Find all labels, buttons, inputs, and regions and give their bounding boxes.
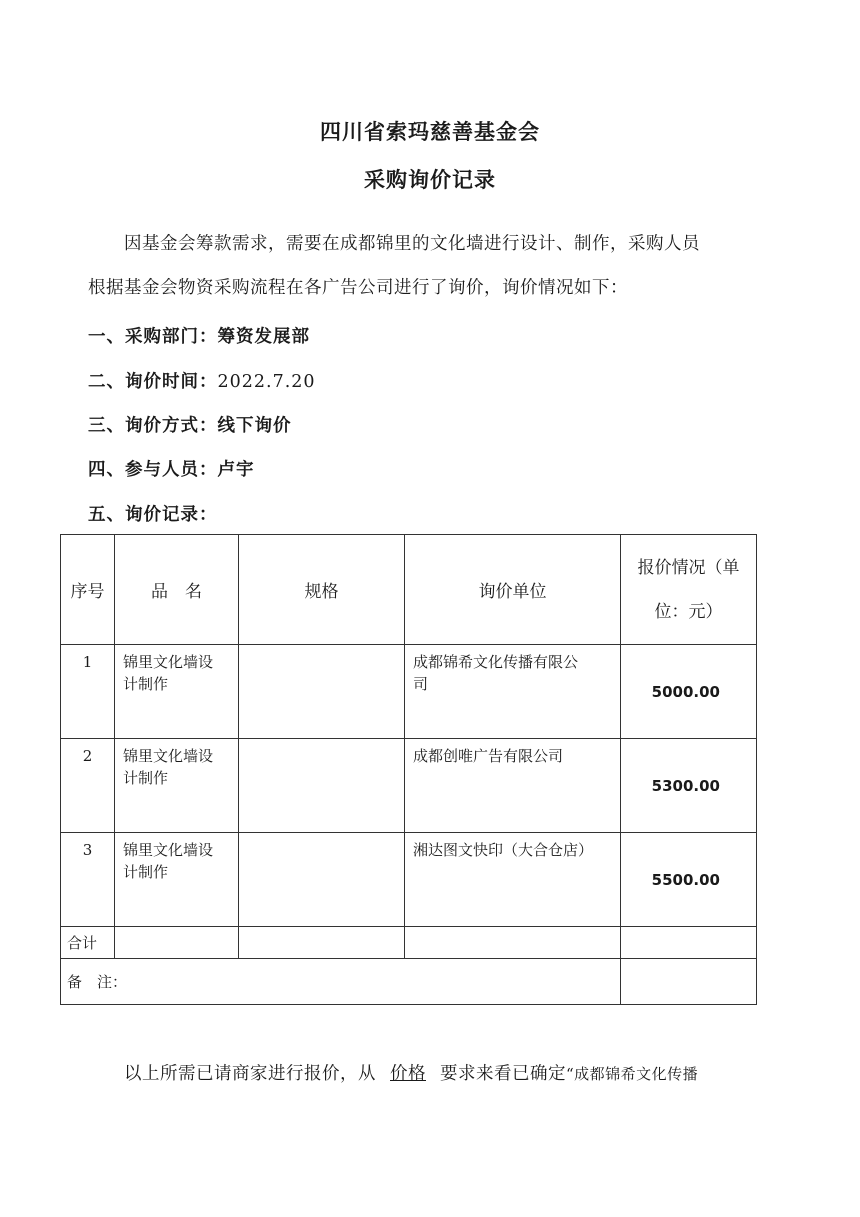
- row-name: [115, 645, 238, 701]
- row-unit-line-1: 成都创唯广告有限公司: [413, 747, 564, 765]
- conclusion-criterion: 价格: [390, 1064, 426, 1084]
- row-price: 5500.00: [651, 870, 720, 889]
- item-label: 五、询价记录：: [88, 505, 218, 525]
- conclusion-tail: “成都锦希文化传播: [566, 1065, 699, 1083]
- row-unit-line-2: 司: [413, 675, 429, 693]
- intro-line-1: 因基金会筹款需求，需要在成都锦里的文化墙进行设计、制作，采购人员: [124, 234, 700, 254]
- header-price-line-1: 报价情况（单: [637, 557, 740, 578]
- row-name-line-2: 计制作: [123, 675, 169, 693]
- intro-line-2: 根据基金会物资采购流程在各广告公司进行了询价，询价情况如下：: [88, 278, 628, 298]
- row-name-line-1: 锦里文化墙设: [123, 747, 214, 765]
- row-name: [115, 739, 238, 795]
- total-label: 合计: [67, 934, 98, 952]
- row-unit-line-1: 成都锦希文化传播有限公: [413, 653, 579, 671]
- row-spec: [239, 739, 404, 751]
- item-value: 筹资发展部: [217, 327, 310, 347]
- conclusion-before: 以上所需已请商家进行报价，从: [124, 1064, 376, 1084]
- table-row: [61, 833, 757, 927]
- table-row: [61, 739, 757, 833]
- item-department: [88, 323, 310, 348]
- row-name-line-1: 锦里文化墙设: [123, 841, 214, 859]
- item-participants: [88, 456, 255, 481]
- remark-row: [61, 959, 757, 1005]
- header-spec: 规格: [239, 535, 405, 645]
- remark-label: 备 注：: [67, 973, 128, 991]
- item-label: 四、参与人员：: [88, 460, 218, 480]
- row-unit-line-1: 湘达图文快印（大合仓店）: [413, 841, 594, 859]
- inquiry-table: [60, 534, 757, 1005]
- header-unit: 询价单位: [405, 535, 621, 645]
- item-label: 二、询价时间：: [88, 372, 218, 392]
- row-price: 5300.00: [651, 776, 720, 795]
- org-title: 四川省索玛慈善基金会: [320, 120, 540, 144]
- header-price-line-2: 位：元）: [654, 601, 723, 622]
- conclusion-line: [88, 1060, 808, 1085]
- row-price: 5000.00: [651, 682, 720, 701]
- conclusion-after: 要求来看已确定: [440, 1064, 566, 1084]
- item-value: 线下询价: [217, 416, 292, 436]
- item-records: [88, 501, 218, 526]
- table-row: [61, 645, 757, 739]
- header-name: 品 名: [115, 535, 239, 645]
- row-unit: [405, 739, 620, 773]
- row-unit: [405, 833, 620, 867]
- row-spec: [239, 645, 404, 657]
- total-row: [61, 927, 757, 959]
- doc-title: 采购询价记录: [364, 168, 496, 192]
- row-unit: [405, 645, 620, 701]
- table-header-row: [61, 535, 757, 645]
- item-value: 2022.7.20: [217, 372, 316, 392]
- header-price: [621, 535, 757, 645]
- item-label: 三、询价方式：: [88, 416, 218, 436]
- intro-paragraph: [88, 222, 788, 310]
- row-no: 3: [82, 841, 93, 859]
- item-label: 一、采购部门：: [88, 327, 218, 347]
- row-spec: [239, 833, 404, 845]
- item-method: [88, 412, 292, 437]
- item-date: [88, 368, 316, 393]
- row-name-line-1: 锦里文化墙设: [123, 653, 214, 671]
- row-name-line-2: 计制作: [123, 769, 169, 787]
- item-value: 卢宇: [217, 460, 255, 480]
- row-no: 1: [82, 653, 93, 671]
- header-no: 序号: [61, 535, 115, 645]
- row-name-line-2: 计制作: [123, 863, 169, 881]
- row-name: [115, 833, 238, 889]
- row-no: 2: [82, 747, 93, 765]
